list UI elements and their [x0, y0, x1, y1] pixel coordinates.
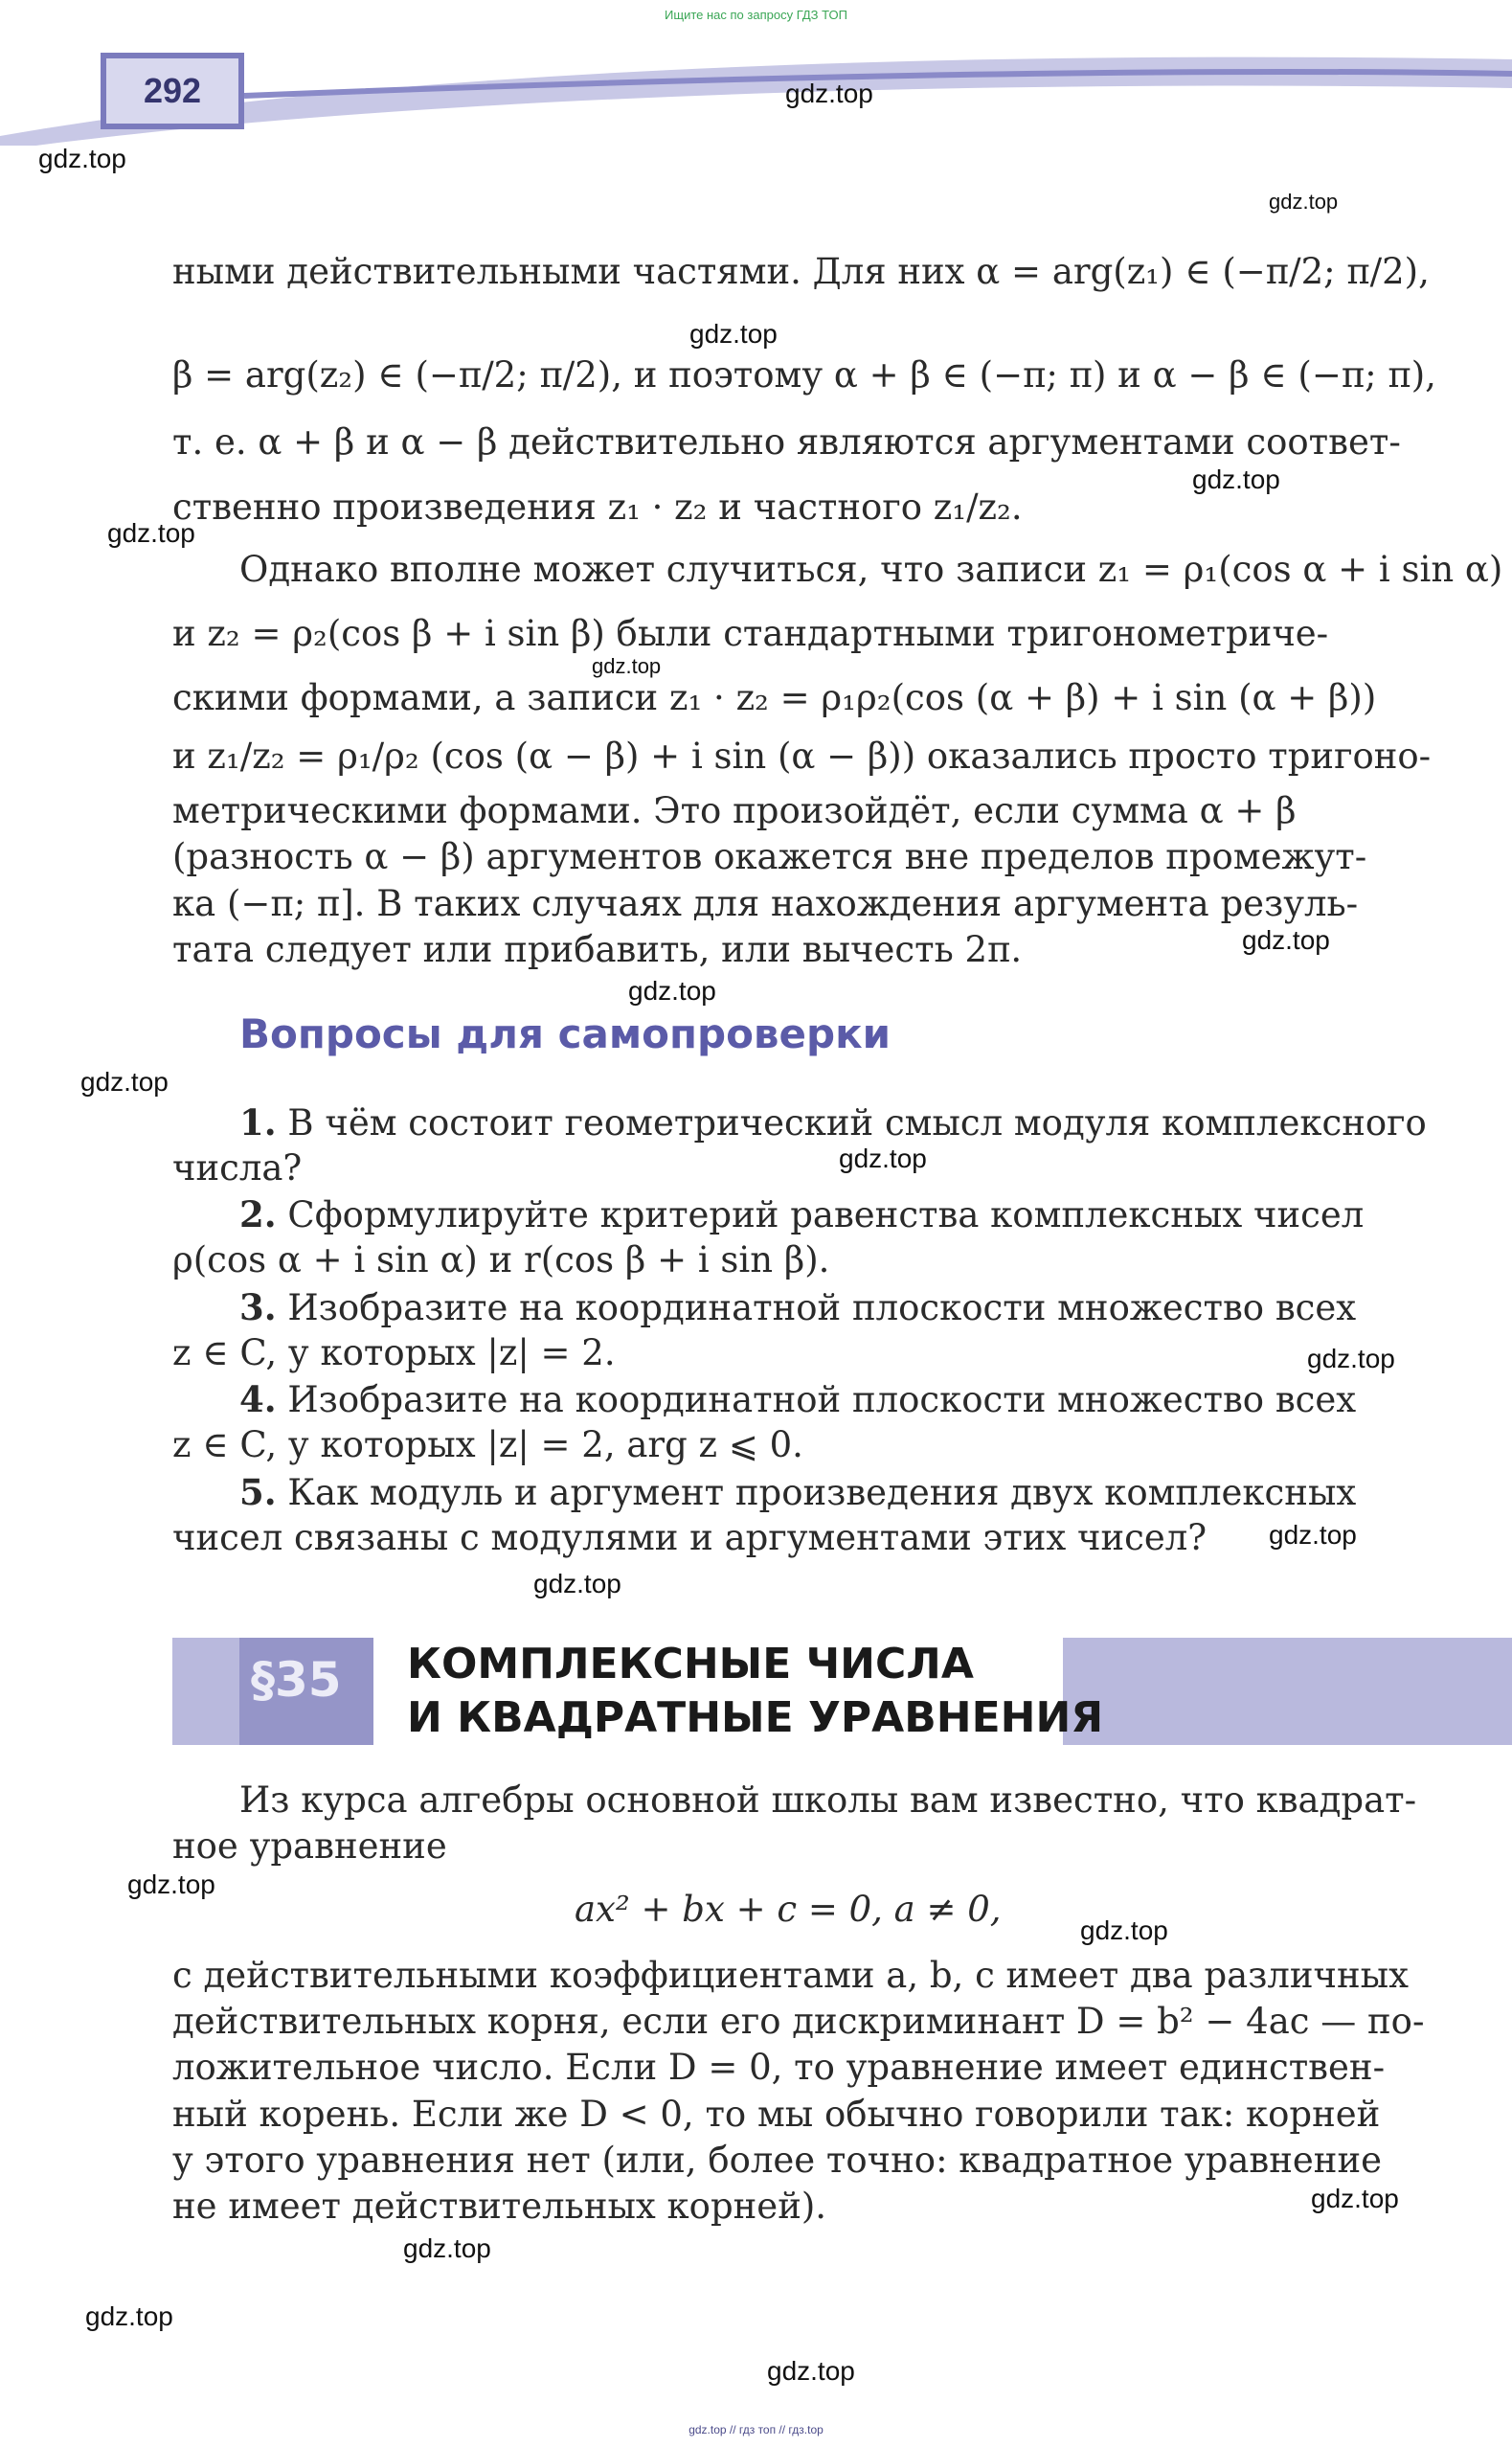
question-text: Изобразите на координатной плоскости множество всех	[287, 1379, 1357, 1420]
text-line: (разность α − β) аргументов окажется вне пределов промежут-	[172, 836, 1367, 877]
bottom-banner: gdz.top // гдз топ // гдз.top	[688, 2423, 824, 2436]
watermark-text: gdz.top	[127, 1869, 215, 1899]
question-line: чисел связаны с модулями и аргументами этих чисел?	[172, 1517, 1207, 1558]
watermark-text: gdz.top	[1242, 925, 1330, 955]
question-text: Сформулируйте критерий равенства комплексных чисел	[287, 1194, 1365, 1235]
text-line: Однако вполне может случиться, что записи z₁ = ρ₁(cos α + i sin α)	[239, 549, 1503, 590]
section-title	[407, 1638, 1103, 1745]
text-line: не имеет действительных корней).	[172, 2186, 827, 2227]
watermark-text: gdz.top	[38, 144, 126, 173]
question-line	[239, 1101, 1446, 1144]
text-line: у этого уравнения нет (или, более точно: квадратное уравнение	[172, 2140, 1383, 2181]
text-line: метрическими формами. Это произойдёт, если сумма α + β	[172, 790, 1297, 831]
watermark-text: gdz.top	[689, 319, 778, 349]
text-line: ственно произведения z₁ · z₂ и частного z₁/z₂.	[172, 487, 1023, 528]
page-number: 292	[143, 71, 202, 110]
watermark-text: gdz.top	[1269, 1520, 1357, 1550]
watermark-text: gdz.top	[785, 79, 873, 108]
text-line: ное уравнение	[172, 1825, 447, 1867]
question-text: Изобразите на координатной плоскости множество всех	[287, 1287, 1357, 1328]
watermark-text: gdz.top	[767, 2356, 855, 2386]
page-number-box	[101, 53, 244, 129]
watermark-text: gdz.top	[1311, 2184, 1399, 2213]
text-line: ка (−π; π]. В таких случаях для нахождения аргумента резуль-	[172, 883, 1359, 924]
question-line	[239, 1378, 1446, 1420]
watermark-text: gdz.top	[628, 976, 716, 1006]
text-line: действительных корня, если его дискриминант D = b² − 4ac — по-	[172, 2001, 1425, 2042]
watermark-text: gdz.top	[1269, 190, 1339, 214]
text-line: с действительными коэффициентами a, b, c имеет два различных	[172, 1955, 1409, 1996]
question-number: 4.	[239, 1378, 277, 1420]
question-line: z ∈ C, у которых |z| = 2.	[172, 1332, 616, 1373]
question-number: 3.	[239, 1286, 277, 1328]
text-line: Из курса алгебры основной школы вам известно, что квадрат-	[239, 1779, 1417, 1821]
watermark-text: gdz.top	[592, 654, 662, 678]
text-line: ложительное число. Если D = 0, то уравнение имеет единствен-	[172, 2047, 1386, 2088]
watermark-text: gdz.top	[107, 518, 195, 548]
question-line: z ∈ C, у которых |z| = 2, arg z ⩽ 0.	[172, 1424, 803, 1465]
questions-heading: Вопросы для самопроверки	[239, 1010, 891, 1057]
question-line: ρ(cos α + i sin α) и r(cos β + i sin β).	[172, 1239, 830, 1280]
watermark-text: gdz.top	[1192, 464, 1280, 494]
question-line: числа?	[172, 1147, 303, 1189]
question-number: 2.	[239, 1193, 277, 1235]
watermark-text: gdz.top	[85, 2301, 173, 2331]
question-line	[239, 1286, 1446, 1328]
top-banner: Ищите нас по запросу ГДЗ ТОП	[665, 8, 847, 22]
text-line: тата следует или прибавить, или вычесть 2π.	[172, 929, 1023, 970]
text-line: ными действительными частями. Для них α = arg(z₁) ∈ (−π/2; π/2),	[172, 251, 1430, 292]
question-line	[239, 1471, 1446, 1513]
watermark-text: gdz.top	[403, 2233, 491, 2263]
watermark-text: gdz.top	[839, 1144, 927, 1173]
watermark-text: gdz.top	[1080, 1915, 1168, 1945]
section-title-line: И КВАДРАТНЫЕ УРАВНЕНИЯ	[407, 1693, 1104, 1742]
section-title-line: КОМПЛЕКСНЫЕ ЧИСЛА	[407, 1640, 974, 1688]
text-line: скими формами, а записи z₁ · z₂ = ρ₁ρ₂(cos (α + β) + i sin (α + β))	[172, 677, 1377, 718]
text-line: и z₁/z₂ = ρ₁/ρ₂ (cos (α − β) + i sin (α − β)) оказались просто тригоно-	[172, 736, 1432, 777]
text-line: т. е. α + β и α − β действительно являются аргументами соответ-	[172, 421, 1401, 463]
question-text: В чём состоит геометрический смысл модуля комплексного	[287, 1102, 1427, 1144]
question-number: 1.	[239, 1101, 277, 1144]
watermark-text: gdz.top	[533, 1569, 621, 1598]
watermark-text: gdz.top	[1307, 1344, 1395, 1373]
question-line	[239, 1193, 1446, 1235]
text-line: и z₂ = ρ₂(cos β + i sin β) были стандартными тригонометриче-	[172, 613, 1329, 654]
text-line: β = arg(z₂) ∈ (−π/2; π/2), и поэтому α + β ∈ (−π; π) и α − β ∈ (−π; π),	[172, 354, 1436, 396]
formula: ax² + bx + c = 0, a ≠ 0,	[575, 1889, 1002, 1930]
section-number: §35	[251, 1652, 342, 1708]
question-number: 5.	[239, 1471, 277, 1513]
text-line: ный корень. Если же D < 0, то мы обычно говорили так: корней	[172, 2094, 1381, 2135]
watermark-text: gdz.top	[80, 1067, 169, 1097]
question-text: Как модуль и аргумент произведения двух комплексных	[287, 1472, 1357, 1513]
